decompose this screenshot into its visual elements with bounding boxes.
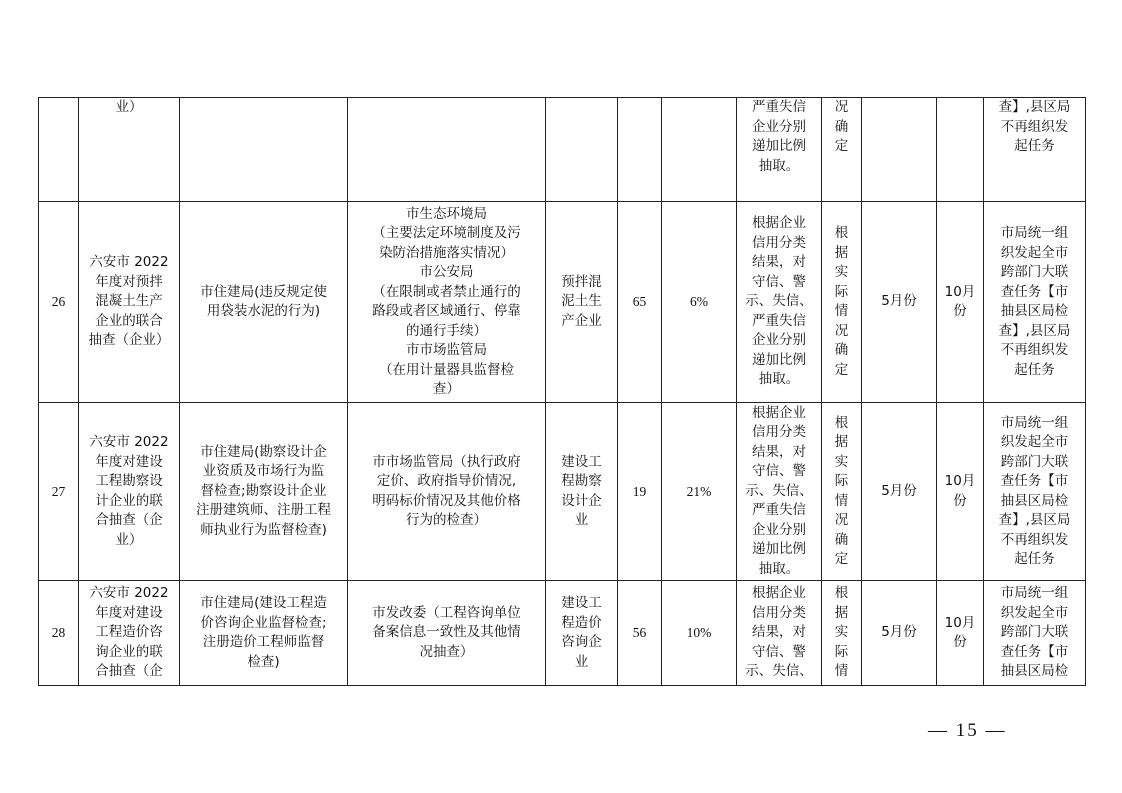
frequency-basis-cell: [822, 202, 862, 403]
cell-line: 年度对建设: [95, 604, 163, 621]
cell-line: 工程造价咨: [95, 624, 163, 641]
sampling-method-cell: [737, 202, 822, 403]
cell-line: 严重失信: [752, 312, 806, 329]
cell-line: 的通行手续）: [406, 322, 487, 339]
cell-line: 六安市 2022: [89, 254, 169, 271]
remarks-cell: [984, 403, 1086, 581]
cell-line: 程勘察: [561, 473, 602, 489]
cell-line: 情: [834, 492, 849, 509]
cell-line: 业）: [115, 531, 143, 548]
sample-ratio-cell: 21%: [662, 403, 737, 581]
cell-line: 合抽查（企: [95, 512, 163, 528]
cell-line: 10月: [944, 473, 976, 489]
cell-line: 据: [834, 604, 849, 621]
cell-line: 抽县区局检: [1000, 303, 1069, 319]
cell-line: 师执业行为监督检查): [200, 521, 327, 538]
inspection-target-cell: [546, 202, 618, 403]
cell-line: 况: [834, 512, 849, 528]
row-number-cell: 26: [39, 202, 79, 403]
inspection-table: [38, 97, 1086, 686]
start-time-cell: 5月份: [862, 202, 937, 403]
cell-line: 根: [834, 414, 849, 431]
lead-department-cell: [180, 403, 348, 581]
cell-line: 市局统一组: [1000, 225, 1069, 241]
cell-line: 明码标价情况及其他价格: [372, 492, 521, 509]
frequency-basis-cell: [822, 98, 862, 202]
cell-line: 份: [953, 492, 967, 509]
task-name-cell: [79, 581, 180, 686]
cell-line: 递加比例: [752, 351, 806, 368]
cell-line: 严重失信: [752, 502, 806, 519]
cell-line: 注册造价工程师监督: [202, 634, 325, 650]
cell-line: 程造价: [561, 614, 602, 631]
start-time-cell: 5月份: [862, 403, 937, 581]
cell-line: 示、失信、: [745, 663, 813, 680]
cell-line: 信用分类: [752, 604, 806, 621]
cell-line: （在用计量器具监督检: [379, 361, 514, 378]
table-row: [39, 202, 1086, 403]
cell-line: 价咨询企业监督检查;: [200, 614, 327, 631]
cell-line: 咨询企: [561, 634, 602, 650]
cell-line: 市住建局(建设工程造: [200, 595, 327, 611]
task-name-cell: [79, 202, 180, 403]
cell-line: 备案信息一致性及其他情: [372, 624, 521, 641]
joint-departments-cell: [348, 98, 546, 202]
inspection-target-cell: [546, 403, 618, 581]
cell-line: 根据企业: [752, 215, 806, 232]
cell-line: 份: [953, 634, 967, 650]
cell-line: 织发起全市: [1000, 604, 1069, 621]
cell-line: 混凝土生产: [95, 293, 163, 310]
cell-line: 不再组织发: [1000, 118, 1069, 135]
end-time-cell: [937, 98, 984, 202]
cell-line: 定: [834, 361, 849, 378]
cell-line: 市住建局(违反规定使: [200, 283, 327, 300]
cell-line: 情: [834, 303, 849, 319]
cell-line: 示、失信、: [745, 293, 813, 310]
cell-line: 查】,县区局: [998, 99, 1071, 115]
task-name-cell: [79, 403, 180, 581]
joint-departments-cell: [348, 202, 546, 403]
start-time-cell: [862, 98, 937, 202]
cell-line: 六安市 2022: [89, 585, 169, 602]
cell-line: 市发改委（工程咨询单位: [372, 604, 521, 621]
inspection-target-cell: [546, 98, 618, 202]
cell-line: 预拌混: [561, 273, 602, 290]
cell-line: 根: [834, 585, 849, 602]
object-count-cell: [618, 98, 662, 202]
row-number-cell: 28: [39, 581, 79, 686]
cell-line: 不再组织发: [1000, 342, 1069, 358]
cell-line: （在限制或者禁止通行的: [372, 283, 521, 300]
cell-line: 跨部门大联: [1000, 264, 1069, 280]
joint-departments-cell: [348, 403, 546, 581]
remarks-cell: [984, 581, 1086, 686]
cell-line: 结果，对: [752, 254, 806, 271]
page-number: — 15 —: [928, 720, 1007, 741]
cell-line: 递加比例: [752, 541, 806, 558]
cell-line: 确: [834, 531, 849, 548]
cell-line: 织发起全市: [1000, 244, 1069, 261]
cell-line: 行为的检查）: [406, 512, 487, 528]
cell-line: 业: [574, 653, 589, 670]
cell-line: 查】,县区局: [998, 322, 1071, 339]
table-row: [39, 98, 1086, 202]
cell-line: 起任务: [1014, 551, 1055, 567]
cell-line: 定: [834, 138, 849, 154]
cell-line: 泥土生: [561, 293, 602, 310]
cell-line: 路段或者区域通行、停靠: [372, 303, 521, 319]
cell-line: 市生态环境局: [406, 205, 487, 222]
cell-line: 守信、警: [752, 273, 806, 290]
cell-line: 际: [834, 283, 849, 300]
cell-line: 计企业的联: [95, 492, 163, 509]
cell-line: 工程勘察设: [95, 473, 163, 489]
cell-line: 不再组织发: [1000, 531, 1069, 548]
lead-department-cell: [180, 581, 348, 686]
lead-department-cell: [180, 98, 348, 202]
cell-line: 递加比例: [752, 138, 806, 154]
cell-line: 况: [834, 322, 849, 339]
object-count-cell: 65: [618, 202, 662, 403]
cell-line: 查）: [433, 381, 460, 397]
cell-line: 企业分别: [752, 332, 806, 349]
cell-line: 织发起全市: [1000, 434, 1069, 450]
cell-line: 督检查;勘察设计企业: [200, 482, 327, 499]
cell-line: 注册建筑师、注册工程: [196, 502, 331, 519]
sample-ratio-cell: [662, 98, 737, 202]
sample-ratio-cell: 6%: [662, 202, 737, 403]
cell-line: 染防治措施落实情况）: [379, 244, 514, 261]
cell-line: 业）: [115, 99, 143, 115]
cell-line: 市市场监管局: [406, 342, 487, 358]
remarks-cell: [984, 98, 1086, 202]
cell-line: 查】,县区局: [998, 512, 1071, 528]
cell-line: 际: [834, 643, 849, 660]
cell-line: 况: [834, 99, 849, 115]
object-count-cell: 19: [618, 403, 662, 581]
sampling-method-cell: [737, 581, 822, 686]
cell-line: （主要法定环境制度及污: [372, 225, 521, 241]
row-number-cell: [39, 98, 79, 202]
remarks-cell: [984, 202, 1086, 403]
cell-line: 抽县区局检: [1000, 492, 1069, 509]
cell-line: 情: [834, 663, 849, 680]
cell-line: 实: [834, 453, 849, 470]
cell-line: 据: [834, 244, 849, 261]
cell-line: 六安市 2022: [89, 434, 169, 450]
cell-line: 产企业: [561, 312, 602, 329]
cell-line: 建设工: [561, 453, 602, 470]
object-count-cell: 56: [618, 581, 662, 686]
cell-line: 况抽查）: [419, 643, 474, 660]
cell-line: 建设工: [561, 595, 602, 611]
cell-line: 抽取。: [758, 560, 800, 577]
cell-line: 合抽查（企: [95, 663, 163, 680]
frequency-basis-cell: [822, 403, 862, 581]
cell-line: 查任务【市: [1000, 283, 1069, 300]
cell-line: 检查): [247, 653, 280, 670]
cell-line: 10月: [944, 614, 976, 631]
cell-line: 信用分类: [752, 424, 806, 441]
cell-line: 结果，对: [752, 624, 806, 641]
cell-line: 10月: [944, 283, 976, 300]
inspection-target-cell: [546, 581, 618, 686]
cell-line: 设计企: [561, 492, 602, 509]
cell-line: 抽县区局检: [1000, 663, 1069, 680]
cell-line: 根据企业: [752, 585, 806, 602]
cell-line: 企业分别: [752, 118, 806, 135]
joint-departments-cell: [348, 581, 546, 686]
cell-line: 信用分类: [752, 234, 806, 251]
cell-line: 市局统一组: [1000, 585, 1069, 602]
cell-line: 抽查（企业）: [88, 332, 170, 349]
cell-line: 根: [834, 225, 849, 241]
sampling-method-cell: [737, 98, 822, 202]
table-row: [39, 581, 1086, 686]
end-time-cell: [937, 403, 984, 581]
cell-line: 份: [953, 303, 967, 319]
cell-line: 确: [834, 342, 849, 358]
lead-department-cell: [180, 202, 348, 403]
cell-line: 据: [834, 434, 849, 450]
row-number-cell: 27: [39, 403, 79, 581]
cell-line: 根据企业: [752, 404, 806, 421]
cell-line: 询企业的联: [95, 643, 163, 660]
cell-line: 年度对预拌: [95, 273, 163, 290]
cell-line: 年度对建设: [95, 453, 163, 470]
sample-ratio-cell: 10%: [662, 581, 737, 686]
sampling-method-cell: [737, 403, 822, 581]
cell-line: 起任务: [1014, 138, 1055, 154]
cell-line: 实: [834, 624, 849, 641]
cell-line: 结果，对: [752, 443, 806, 460]
start-time-cell: 5月份: [862, 581, 937, 686]
cell-line: 市市场监管局（执行政府: [372, 453, 521, 470]
cell-line: 起任务: [1014, 361, 1055, 378]
cell-line: 抽取。: [758, 157, 800, 174]
cell-line: 抽取。: [758, 371, 800, 388]
cell-line: 实: [834, 264, 849, 280]
cell-line: 业资质及市场行为监: [202, 463, 325, 480]
cell-line: 企业分别: [752, 521, 806, 538]
cell-line: 守信、警: [752, 643, 806, 660]
cell-line: 确: [834, 118, 849, 135]
table-row: [39, 403, 1086, 581]
cell-line: 守信、警: [752, 463, 806, 480]
cell-line: 跨部门大联: [1000, 624, 1069, 641]
cell-line: 查任务【市: [1000, 643, 1069, 660]
end-time-cell: [937, 581, 984, 686]
frequency-basis-cell: [822, 581, 862, 686]
cell-line: 业: [574, 512, 589, 528]
cell-line: 用袋装水泥的行为): [206, 303, 321, 319]
end-time-cell: [937, 202, 984, 403]
cell-line: 市公安局: [419, 264, 474, 280]
cell-line: 跨部门大联: [1000, 453, 1069, 470]
cell-line: 市住建局(勘察设计企: [200, 443, 327, 460]
cell-line: 查任务【市: [1000, 473, 1069, 489]
cell-line: 定: [834, 551, 849, 567]
cell-line: 示、失信、: [745, 482, 813, 499]
cell-line: 定价、政府指导价情况,: [376, 473, 517, 489]
cell-line: 企业的联合: [95, 312, 163, 329]
cell-line: 市局统一组: [1000, 414, 1069, 431]
cell-line: 严重失信: [752, 99, 806, 115]
task-name-cell: [79, 98, 180, 202]
cell-line: 际: [834, 473, 849, 489]
